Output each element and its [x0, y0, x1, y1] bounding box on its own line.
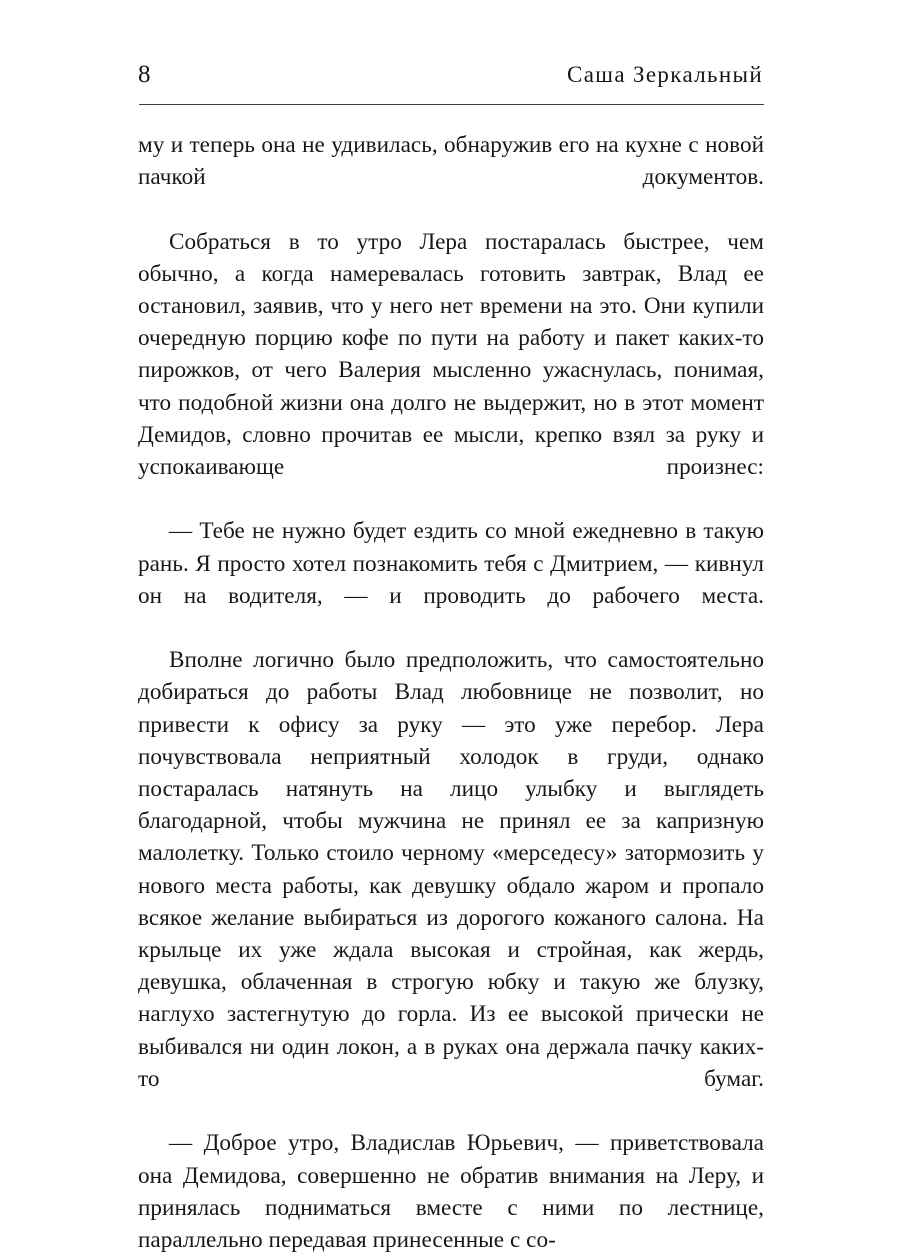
paragraph-dialogue: — Тебе не нужно будет ездить со мной ежедневно в такую рань. Я просто хотел познакомить тебя с Дмитрием, — кивнул он на водителя, — и проводить до рабочего места.	[138, 518, 764, 609]
paragraph: Собраться в то утро Лера постаралась быстрее, чем обычно, а когда намеревалась готовить завтрак, Влад ее остановил, заявив, что у него нет времени на это. Они купили очередную порцию кофе по пути на работу и пакет каких-то пирожков, от чего Валерия мысленно ужаснулась, понимая, что подобной жизни она долго не выдержит, но в этот момент Демидов, словно прочитав ее мысли, крепко взял за руку и успокаивающе произнес:	[138, 228, 764, 481]
body-text	[138, 129, 764, 1256]
paragraph-dialogue: — Доброе утро, Владислав Юрьевич, — приветствовала она Демидова, совершенно не обратив внимания на Леру, и принялась подниматься вместе с ними по лестнице, параллельно передавая принесенные с со-	[138, 1130, 764, 1253]
paragraph: Вполне логично было предположить, что самостоятельно добираться до работы Влад любовнице не позволит, но привести к офису за руку — это уже перебор. Лера почувствовала неприятный холодок в груди, однако постаралась натянуть на лицо улыбку и выглядеть благодарной, чтобы мужчина не принял ее за капризную малолетку. Только стоило черному «мерседесу» затормозить у нового места работы, как девушку обдало жаром и пропало всякое желание выбираться из дорогого кожаного салона. На крыльце их уже ждала высокая и стройная, как жердь, девушка, облаченная в строгую юбку и такую же блузку, наглухо застегнутую до горла. Из ее высокой прически не выбивался ни один локон, а в руках она держала пачку каких-то бумаг.	[138, 647, 764, 1092]
running-head	[138, 62, 763, 87]
header-rule	[139, 104, 764, 105]
running-title: Саша Зеркальный	[567, 62, 763, 87]
paragraph-continuation: му и теперь она не удивилась, обнаружив его на кухне с новой пачкой документов.	[138, 132, 764, 191]
page-number: 8	[138, 61, 151, 88]
